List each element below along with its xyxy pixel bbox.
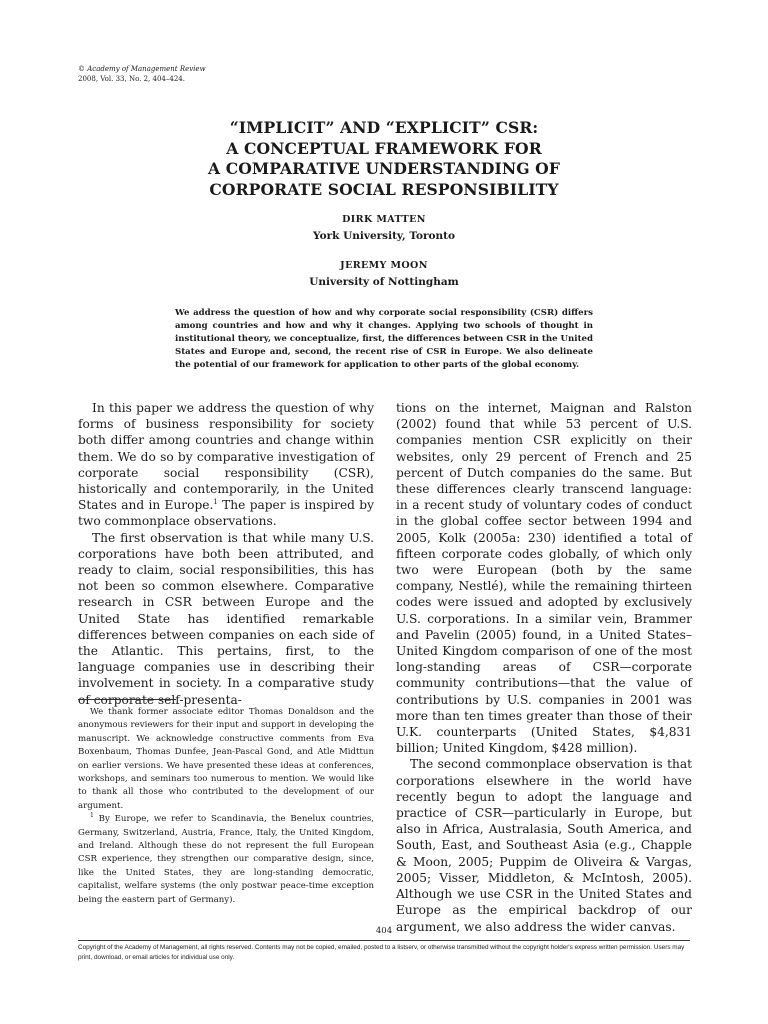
footnote-text: By Europe, we refer to Scandinavia, the Benelux countries, Germany, Switzerland, Austria, France, Italy, the United Kingdom, and Ireland. Although these do not represent the full European CSR experience, they strengthen our comparative design, since, like the United States, they are long-standing democratic, capitalist, welfare systems (the only postwar peace-time exception being the eastern part of Germany).: [78, 814, 374, 905]
footnote-divider: [78, 699, 176, 700]
right-column: [396, 400, 692, 935]
body-paragraph: The first observation is that while many U.S. corporations have both been attributed, and ready to claim, social responsibilities, this has not been so common elsewhere. Comparative research in CSR between Europe and the United State has identified remarkable differences between companies on each side of the Atlantic. This pertains, first, to the language companies use in describing their involvement in society. In a comparative study of corporate self-presenta-: [78, 530, 374, 707]
paragraph-text: The paper is inspired by two commonplace observations.: [78, 498, 374, 529]
title-line: A CONCEPTUAL FRAMEWORK FOR: [226, 138, 542, 158]
copyright-notice: Copyright of the Academy of Management, all rights reserved. Contents may not be copied, emailed, posted to a listserv, or otherwise transmitted without the copyright holder's express written permission. Users may print, download, or email articles for individual use only.: [78, 944, 685, 962]
acknowledgment-note: We thank former associate editor Thomas Donaldson and the anonymous reviewers for their input and support in developing the manuscript. We acknowledge constructive comments from Eva Boxenbaum, Thomas Dunfee, Jean-Pascal Gond, and Atle Midttun on earlier versions. We have presented these ideas at conferences, workshops, and seminars too numerous to mention. We would like to thank all those who contributed to the development of our argument.: [78, 707, 374, 811]
author-block: [150, 212, 618, 244]
article-title: [150, 118, 618, 200]
footnote-number: 1: [90, 812, 94, 820]
journal-citation: 2008, Vol. 33, No. 2, 404–424.: [78, 75, 185, 83]
footnote-marker: 1: [213, 498, 218, 507]
author-block: [150, 258, 618, 290]
journal-header: [78, 64, 206, 84]
footnote-1: [78, 813, 374, 907]
body-paragraph: The second commonplace observation is that corporations elsewhere in the world have recently begun to adopt the language and practice of CSR—particularly in Europe, but also in Africa, Australasia, South America, and South, East, and Southeast Asia (e.g., Chapple & Moon, 2005; Puppim de Oliveira & Vargas, 2005; Visser, Middleton, & McIntosh, 2005). Although we use CSR in the United States and Europe as the empirical backdrop of our argument, we also address the wider canvas.: [396, 757, 692, 934]
author-affiliation: University of Nottingham: [309, 276, 459, 288]
author-affiliation: York University, Toronto: [313, 230, 455, 242]
author-name: JEREMY MOON: [340, 260, 428, 271]
paragraph-text: In this paper we address the question of why forms of business responsibility for society both differ among countries and change within them. We do so by comparative investigation of corporate social responsibility (CSR), historically and contemporarily, in the United States and in Europe.: [78, 401, 374, 513]
body-paragraph: tions on the internet, Maignan and Ralston (2002) found that while 53 percent of U.S. companies mention CSR explicitly on their websites, only 29 percent of French and 25 percent of Dutch companies do the same. But these differences clearly transcend language: in a recent study of voluntary codes of conduct in the global coffee sector between 1994 and 2005, Kolk (2005a: 230) identified a total of fifteen corporate codes globally, of which only two were European (both by the same company, Nestlé), while the remaining thirteen codes were issued and adopted by exclusively U.S. corporations. In a similar vein, Brammer and Pavelin (2005) found, in a United States–United Kingdom comparison of one of the most long-standing areas of CSR—corporate community contributions—that the value of contributions by U.S. companies in 2001 was more than ten times greater than those of their U.K. counterparts (United States, $4,831 billion; United Kingdom, $428 million).: [396, 401, 692, 756]
abstract: We address the question of how and why corporate social responsibility (CSR) differs among countries and how and why it changes. Applying two schools of thought in institutional theory, we conceptualize, first, the differences between CSR in the United States and Europe and, second, the recent rise of CSR in Europe. We also delineate the potential of our framework for application to other parts of the global economy.: [175, 308, 594, 371]
journal-name: © Academy of Management Review: [78, 65, 206, 73]
page-number: 404: [375, 926, 393, 936]
body-paragraph: [78, 400, 374, 530]
title-line: CORPORATE SOCIAL RESPONSIBILITY: [209, 179, 559, 199]
title-line: “IMPLICIT” AND “EXPLICIT” CSR:: [229, 118, 539, 137]
title-line: A COMPARATIVE UNDERSTANDING OF: [207, 159, 561, 178]
footnotes: [78, 706, 374, 907]
left-column: [78, 400, 374, 708]
copyright-divider: [78, 940, 690, 941]
author-name: DIRK MATTEN: [342, 214, 426, 225]
